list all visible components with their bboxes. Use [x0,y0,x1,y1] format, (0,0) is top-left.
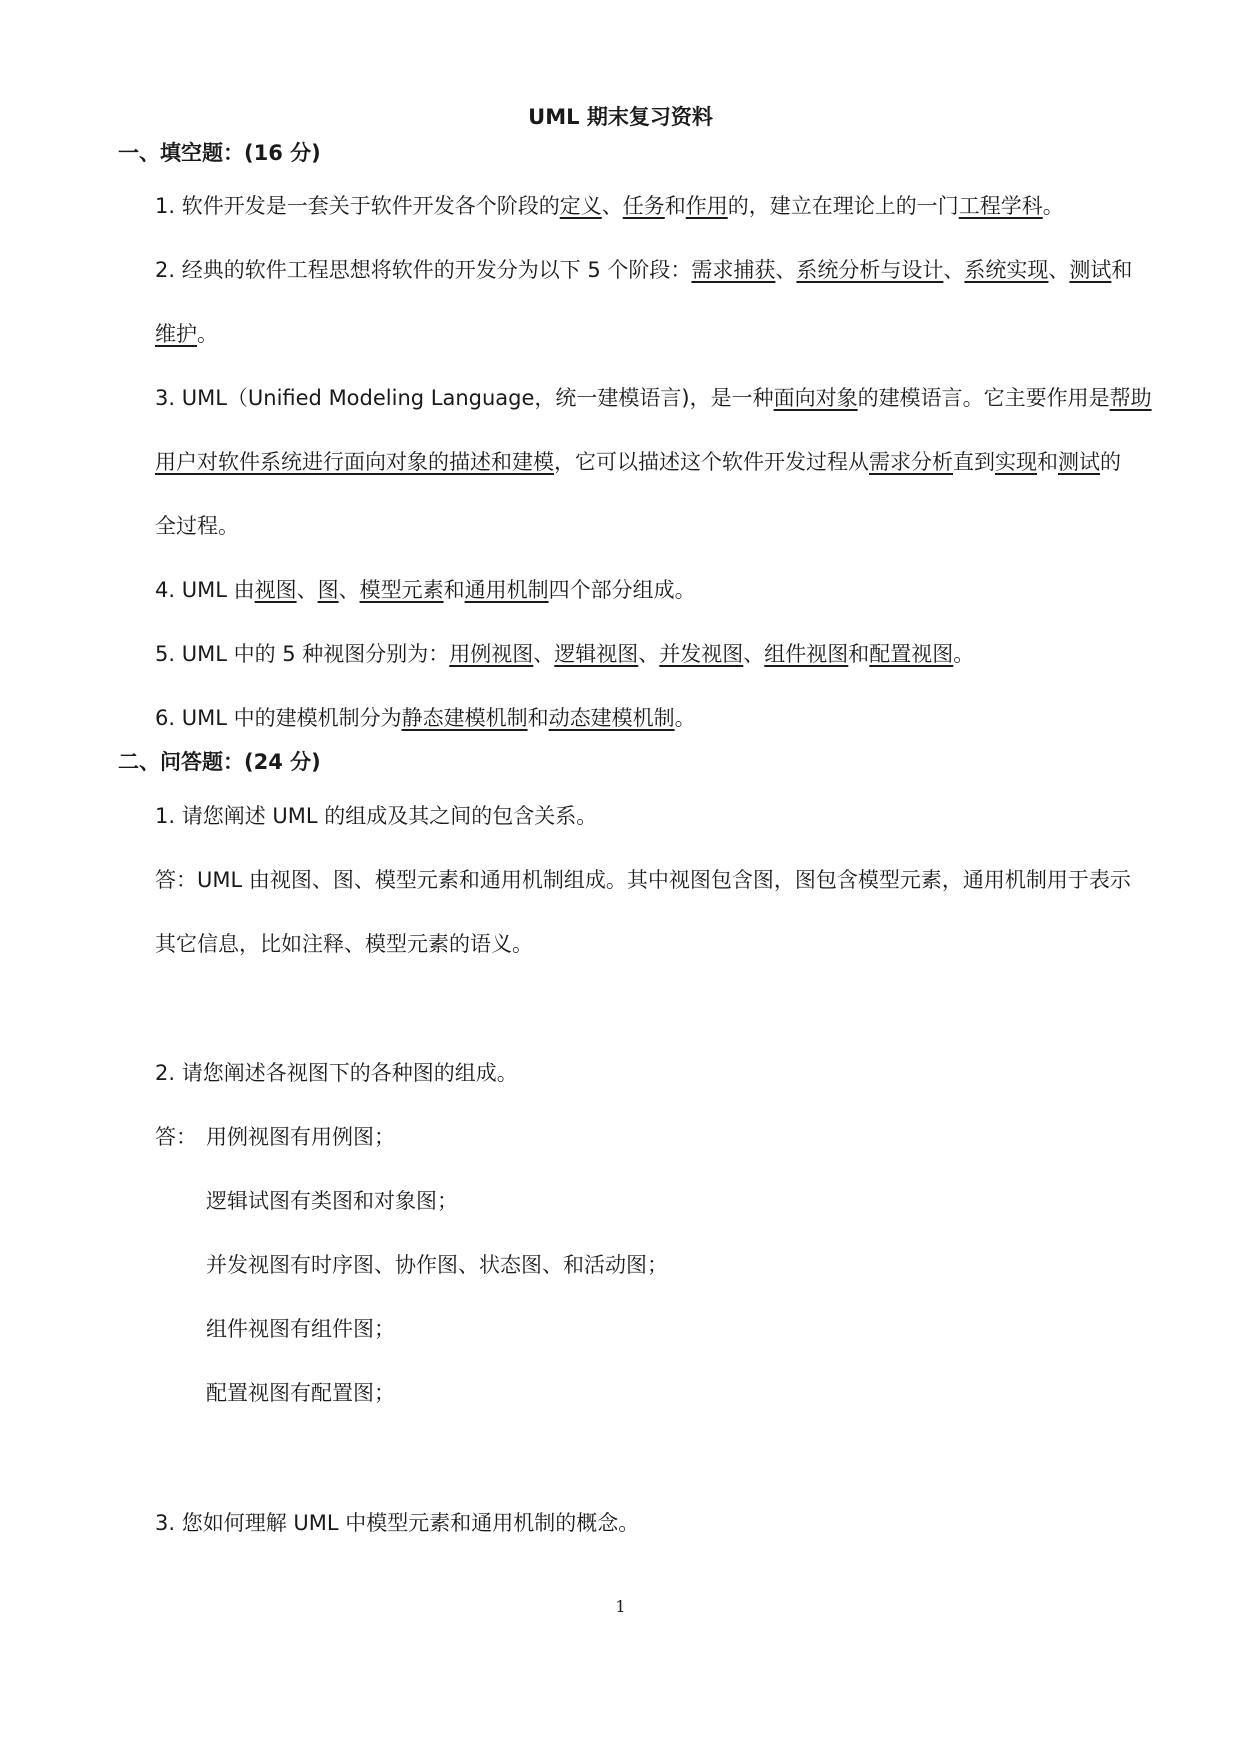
blank-answer: 组件视图 [764,642,849,666]
text: 四个部分组成。 [548,578,696,602]
blank-answer: 任务 [622,194,665,218]
blank-answer: 工程学科 [958,194,1043,218]
fill-question-2-cont [155,318,218,348]
text: 全过程。 [155,514,239,538]
fill-question-6 [155,702,696,732]
document-title: UML 期末复习资料 [528,105,713,129]
text: 、 [601,194,623,218]
blank-answer: 系统分析与设计 [796,258,944,282]
text: 和 [664,194,686,218]
blank-answer: 测试 [1058,450,1100,474]
blank-answer: 维护 [155,322,197,346]
text: 、 [743,642,765,666]
blank-answer: 系统实现 [964,258,1049,282]
text: 、 [775,258,797,282]
text: 6. UML 中的建模机制分为 [155,706,402,730]
qa-question-2: 2. 请您阐述各视图下的各种图的组成。 [155,1061,518,1085]
qa-answer-2-line: 逻辑试图有类图和对象图； [206,1189,458,1213]
qa-answer-1-line1: 答：UML 由视图、图、模型元素和通用机制组成。其中视图包含图，图包含模型元素，通用机制用于表示 [155,868,1131,892]
blank-answer: 帮助 [1109,386,1152,410]
blank-answer: 需求捕获 [691,258,776,282]
blank-answer: 配置视图 [869,642,954,666]
text: 4. UML 由 [155,578,255,602]
section2-heading: 二、问答题：(24 分) [118,750,321,774]
fill-question-4 [155,574,696,604]
qa-answer-2-line: 用例视图有用例图； [206,1125,395,1149]
text: 。 [953,642,975,666]
fill-question-5 [155,638,974,668]
fill-question-3 [155,382,1152,412]
qa-answer-2-prefix: 答： [155,1125,197,1149]
blank-answer: 面向对象 [773,386,858,410]
blank-answer: 测试 [1069,258,1112,282]
blank-answer: 动态建模机制 [548,706,675,730]
text: 、 [533,642,555,666]
text: 和 [443,578,465,602]
text: 直到 [953,450,995,474]
text: ，它可以描述这个软件开发过程从 [554,450,869,474]
qa-answer-1-line2: 其它信息，比如注释、模型元素的语义。 [155,932,533,956]
blank-answer: 用户对软件系统进行面向对象的描述和建模 [155,450,554,474]
text: 3. UML（Unified Modeling Language，统一建模语言)，是一种 [155,386,774,410]
qa-answer-2-line: 并发视图有时序图、协作图、状态图、和活动图； [206,1253,668,1277]
page-number: 1 [615,1597,626,1616]
text: 、 [943,258,965,282]
blank-answer: 静态建模机制 [401,706,528,730]
text: 的建模语言。它主要作用是 [857,386,1110,410]
text: 的，建立在理论上的一门 [727,194,959,218]
blank-answer: 作用 [685,194,728,218]
text: 和 [1037,450,1058,474]
text: 、 [638,642,660,666]
blank-answer: 用例视图 [449,642,534,666]
blank-answer: 通用机制 [464,578,549,602]
blank-answer: 实现 [995,450,1037,474]
text: 。 [1042,194,1064,218]
blank-answer: 需求分析 [869,450,953,474]
text: 和 [848,642,870,666]
fill-question-3-cont2 [155,510,239,540]
blank-answer: 并发视图 [659,642,744,666]
blank-answer: 逻辑视图 [554,642,639,666]
text: 5. UML 中的 5 种视图分别为： [155,642,450,666]
text: 、 [338,578,360,602]
qa-answer-2-line: 组件视图有组件图； [206,1317,395,1341]
fill-question-2 [155,254,1132,284]
fill-question-3-cont [155,446,1121,476]
section1-heading: 一、填空题：(16 分) [118,141,321,165]
qa-answer-2-line: 配置视图有配置图； [206,1381,395,1405]
blank-answer: 定义 [559,194,602,218]
blank-answer: 图 [317,578,339,602]
fill-question-1 [155,190,1064,220]
qa-question-1: 1. 请您阐述 UML 的组成及其之间的包含关系。 [155,804,598,828]
text: 2. 经典的软件工程思想将软件的开发分为以下 5 个阶段： [155,258,692,282]
text: 的 [1100,450,1121,474]
text: 和 [527,706,549,730]
qa-question-3: 3. 您如何理解 UML 中模型元素和通用机制的概念。 [155,1511,640,1535]
blank-answer: 视图 [254,578,297,602]
text: 、 [1048,258,1070,282]
text: 1. 软件开发是一套关于软件开发各个阶段的 [155,194,560,218]
text: 。 [674,706,696,730]
blank-answer: 模型元素 [359,578,444,602]
text: 、 [296,578,318,602]
text: 和 [1111,258,1133,282]
text: 。 [197,322,218,346]
